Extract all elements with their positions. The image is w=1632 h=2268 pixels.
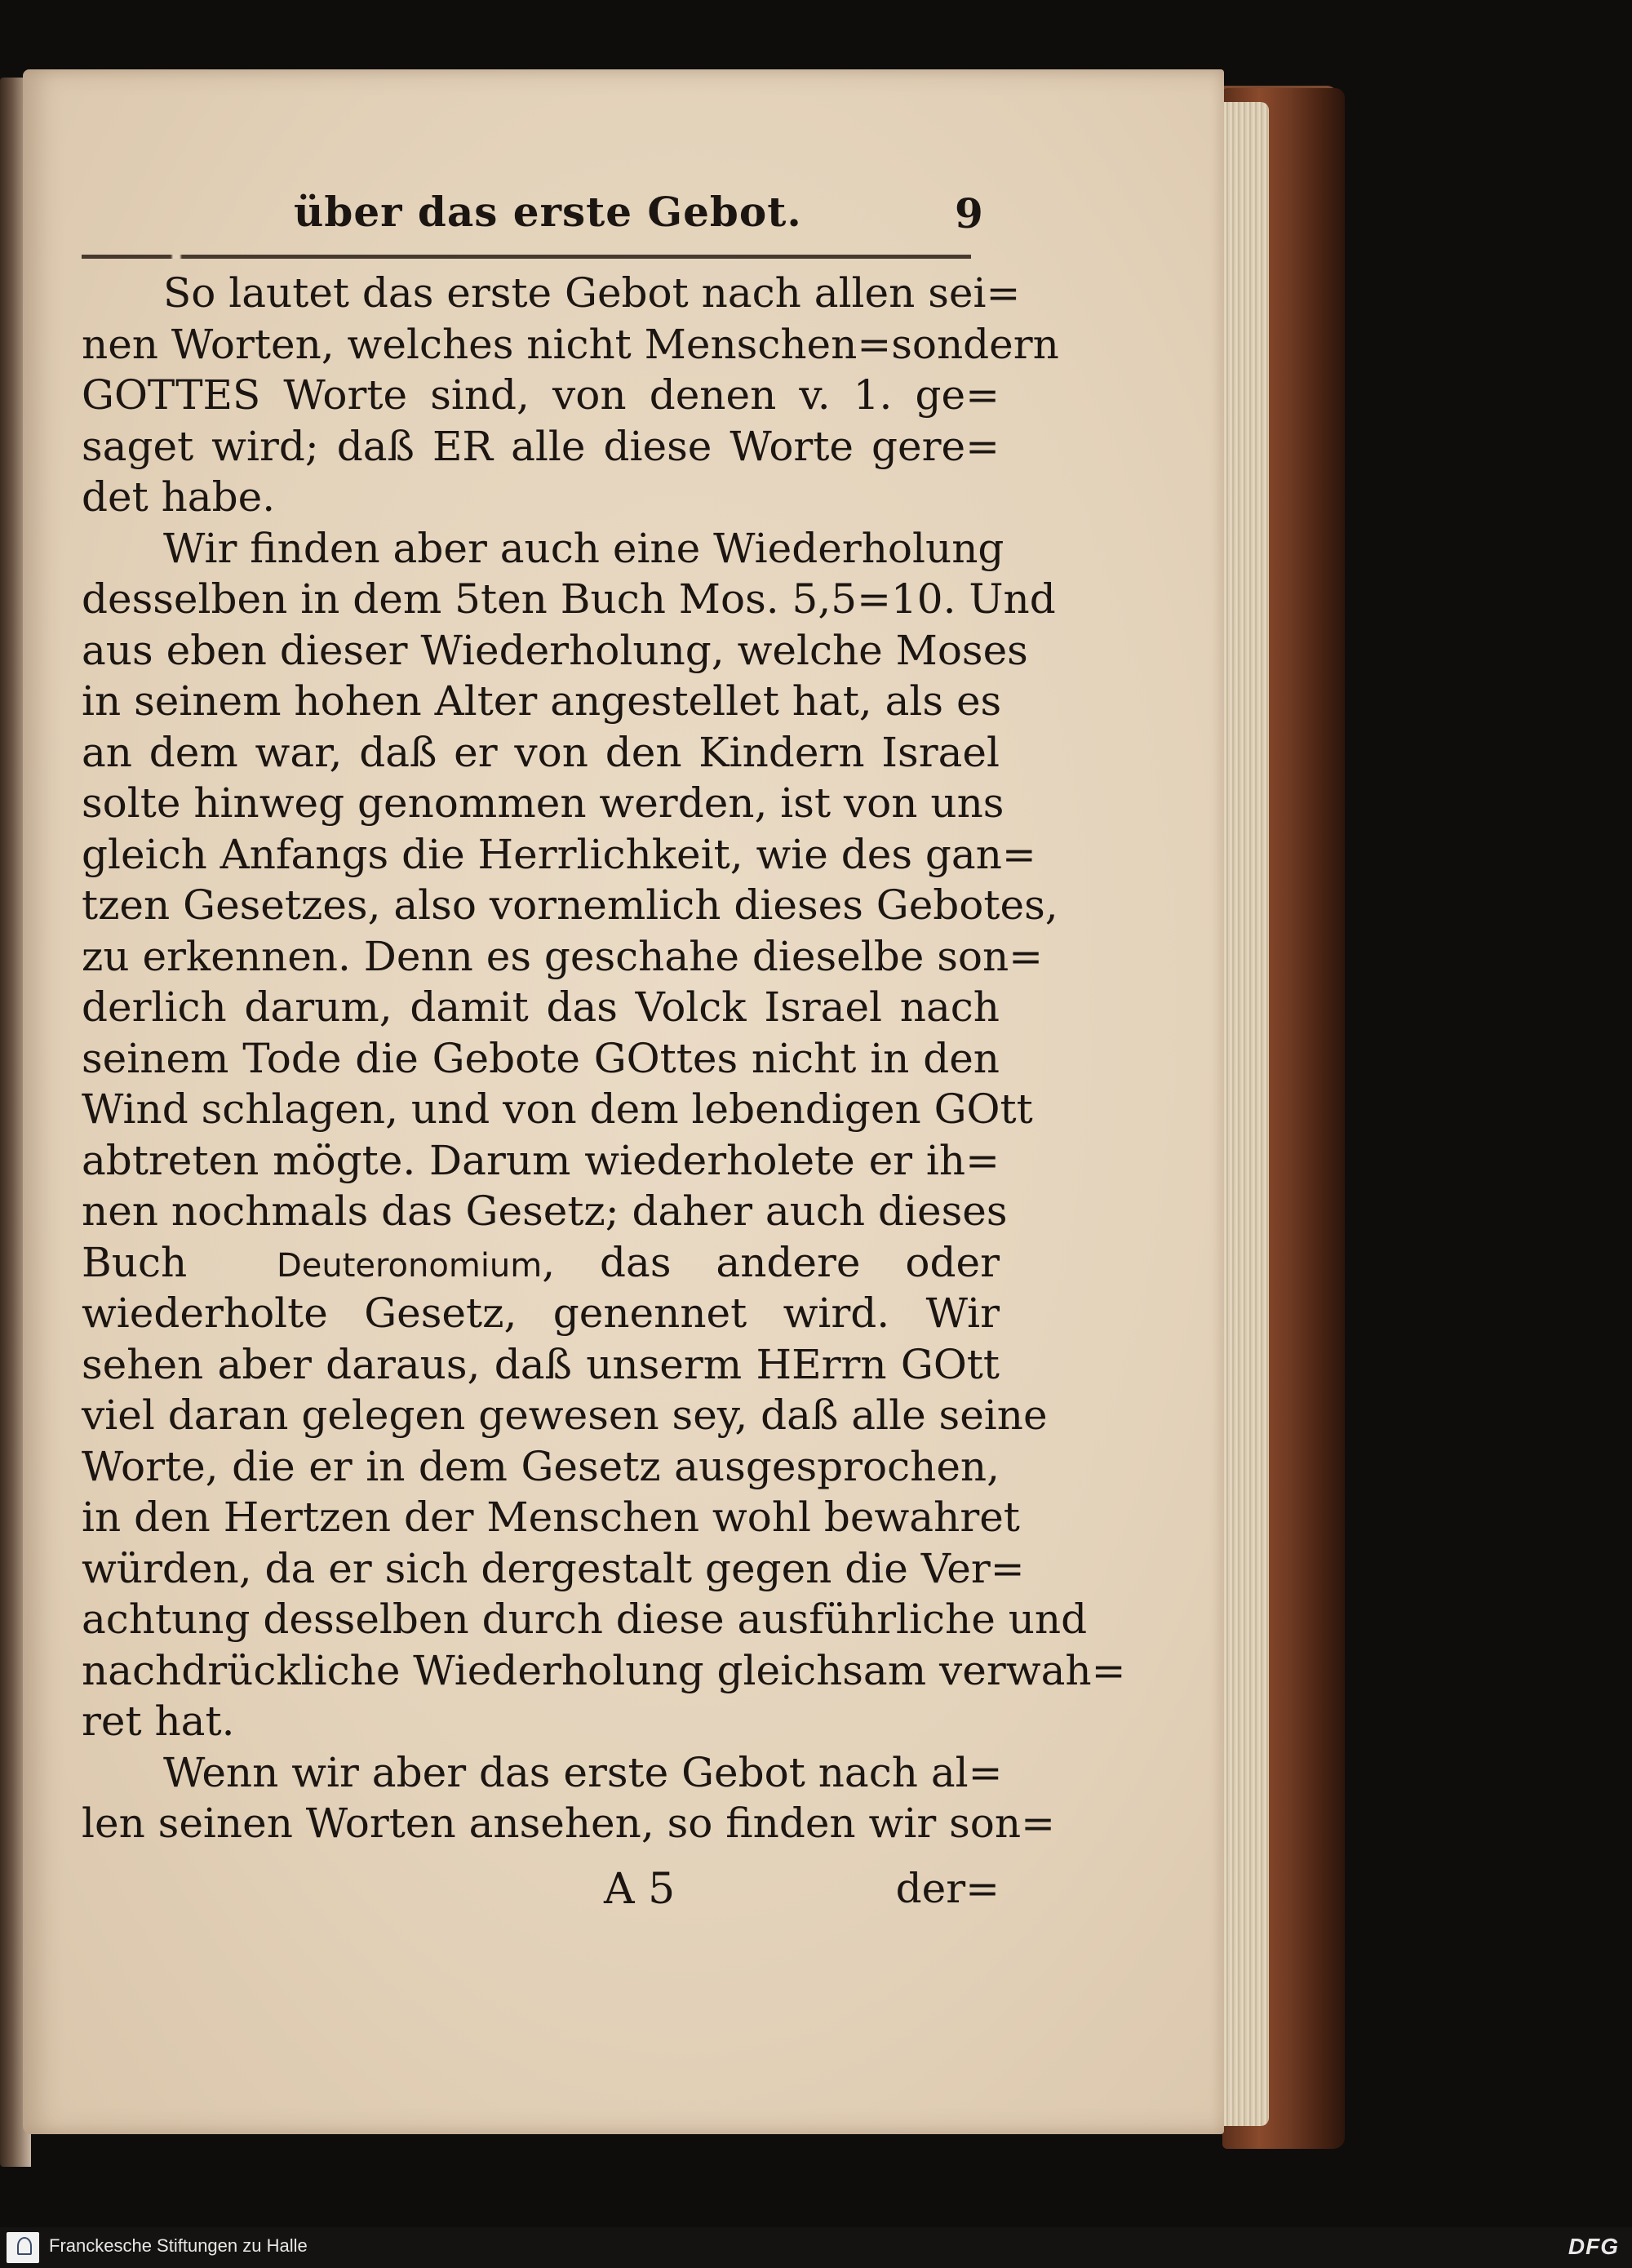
text-segment: Buch: [82, 1238, 188, 1286]
header-rule: [82, 255, 971, 259]
text-line: saget wird; daß ER alle diese Worte gere=: [82, 422, 1000, 470]
catchword: der=: [895, 1865, 1000, 1912]
text-line: seinem Tode die Gebote GOttes nicht in den: [82, 1034, 1000, 1082]
footer-bar: [0, 2227, 1632, 2268]
text-line: ret hat.: [82, 1698, 235, 1745]
text-line: Wind schlagen, und von dem lebendigen GOtt: [82, 1085, 1033, 1133]
text-line: gleich Anfangs die Herrlichkeit, wie des gan=: [82, 830, 1036, 878]
text-line: aus eben dieser Wiederholung, welche Moses: [82, 626, 1028, 674]
institution-name: Franckesche Stiftungen zu Halle: [49, 2235, 308, 2256]
text-line: zu erkennen. Denn es geschahe dieselbe son=: [82, 932, 1044, 980]
text-line: len seinen Worten ansehen, so finden wir son=: [82, 1800, 1055, 1847]
text-line: abtreten mögte. Darum wiederholete er ih=: [82, 1136, 1000, 1184]
logo-mark-icon: [17, 2237, 32, 2255]
body-text: [82, 268, 1126, 1849]
signature-mark: A 5: [604, 1865, 676, 1914]
page-number: 9: [955, 189, 983, 237]
text-line: Wir finden aber auch eine Wiederholung: [163, 524, 1004, 572]
text-line: Wenn wir aber das erste Gebot nach al=: [163, 1748, 1003, 1796]
catchword-line: [82, 1865, 1000, 1922]
text-line: det habe.: [82, 473, 276, 521]
text-line: achtung desselben durch diese ausführliche und: [82, 1596, 1088, 1643]
text-line: wiederholte Gesetz, genennet wird. Wir: [82, 1289, 1000, 1337]
text-line: solte hinweg genommen werden, ist von uns: [82, 779, 1004, 827]
text-line: nen nochmals das Gesetz; daher auch dieses: [82, 1187, 1008, 1235]
text-line: sehen aber daraus, daß unserm HErrn GOtt: [82, 1340, 1000, 1388]
text-line: Worte, die er in dem Gesetz ausgesprochen,: [82, 1442, 1000, 1490]
roman-term: Deuteronomium: [276, 1246, 543, 1285]
text-line: nachdrückliche Wiederholung gleichsam verwah=: [82, 1646, 1126, 1694]
text-line: derlich darum, damit das Volck Israel nach: [82, 983, 1000, 1031]
institution-logo-icon: [7, 2232, 39, 2263]
text-segment: , das andere oder: [542, 1238, 1000, 1286]
text-line: würden, da er sich dergestalt gegen die Ver=: [82, 1544, 1025, 1592]
text-line: desselben in dem 5ten Buch Mos. 5,5=10. Und: [82, 575, 1056, 623]
text-line: nen Worten, welches nicht Menschen=sondern: [82, 320, 1059, 368]
text-line: tzen Gesetzes, also vornemlich dieses Gebotes,: [82, 881, 1058, 929]
text-line-with-roman: [82, 1237, 1000, 1289]
text-line: So lautet das erste Gebot nach allen sei=: [163, 269, 1021, 317]
text-line: GOTTES Worte sind, von denen v. 1. ge=: [82, 371, 1000, 419]
running-head: [245, 188, 983, 253]
text-line: in seinem hohen Alter angestellet hat, als es: [82, 677, 1002, 725]
text-line: in den Hertzen der Menschen wohl bewahret: [82, 1494, 1020, 1541]
text-line: viel daran gelegen gewesen sey, daß alle seine: [82, 1391, 1048, 1439]
text-line: an dem war, daß er von den Kindern Israel: [82, 728, 1000, 776]
funder-logo: DFG: [1568, 2234, 1619, 2259]
running-title: über das erste Gebot.: [294, 188, 802, 236]
